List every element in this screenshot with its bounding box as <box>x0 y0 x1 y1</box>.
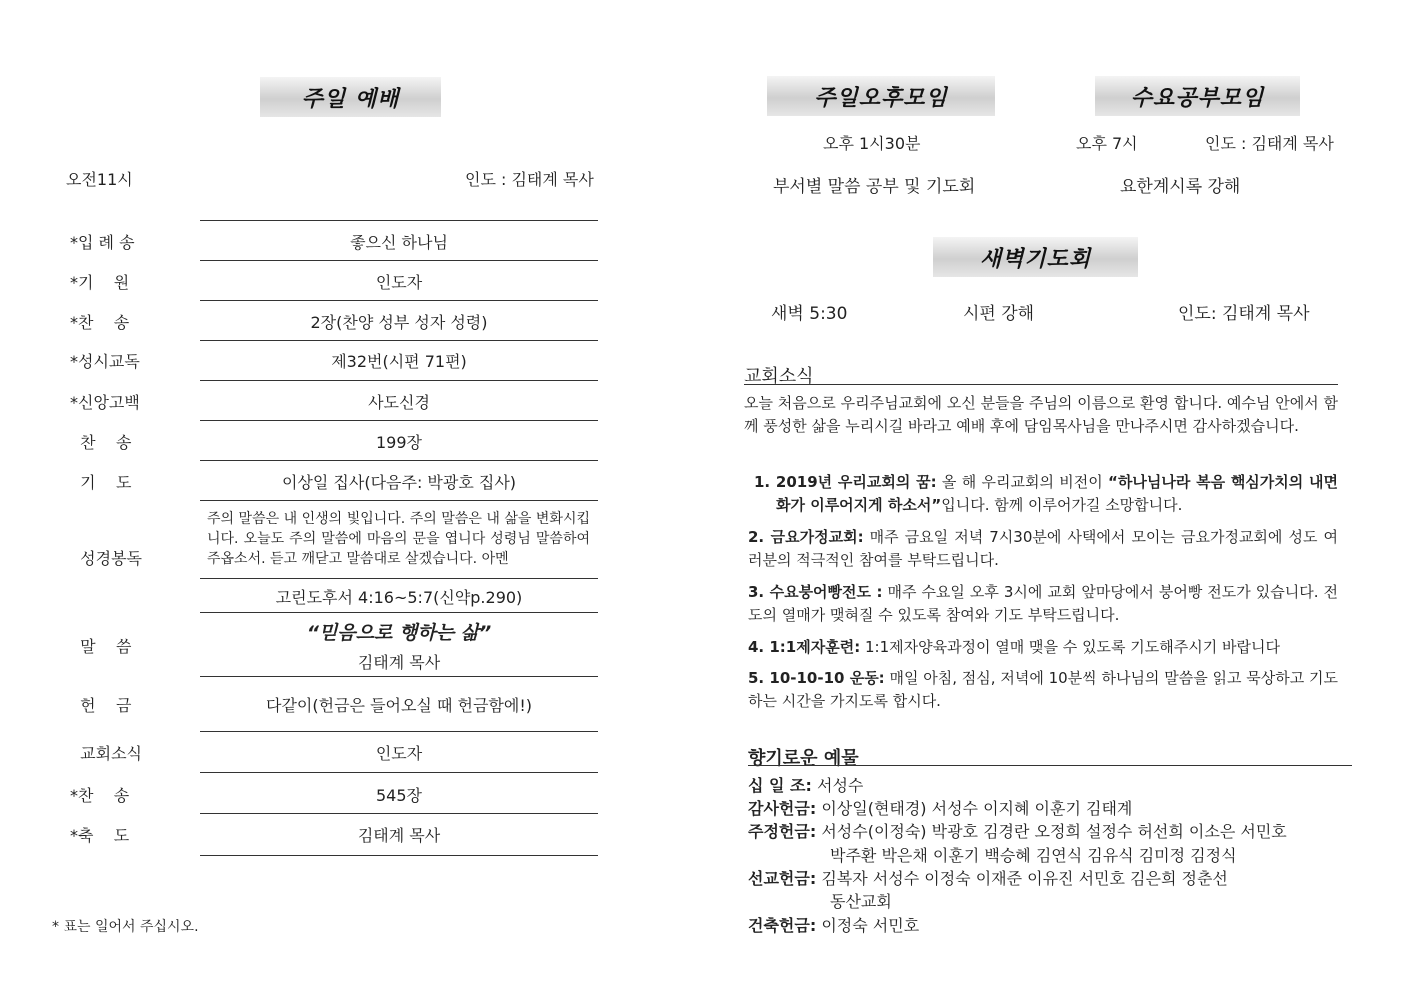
news-item <box>748 471 1338 517</box>
row-value: 545장 <box>376 786 422 805</box>
afternoon-time: 오후 1시30분 <box>823 134 921 153</box>
news-item-head: 1. 2019년 우리교회의 꿈: <box>754 473 937 491</box>
row-label: 말 씀 <box>70 637 132 656</box>
news-item <box>748 526 1338 572</box>
sermon-preacher: 김태계 목사 <box>357 653 441 672</box>
divider <box>200 260 598 261</box>
title-dawn-prayer: 새벽기도회 <box>933 237 1138 277</box>
row-value: 이상일 집사(다음주: 박광호 집사) <box>281 473 517 492</box>
divider <box>200 220 598 221</box>
row-label: *입 례 송 <box>70 233 135 252</box>
row-label: 기 도 <box>70 473 132 492</box>
row-label: *찬 송 <box>70 786 130 805</box>
dawn-leader: 인도: 김태계 목사 <box>1178 304 1310 324</box>
news-heading: 교회소식 <box>744 366 814 387</box>
news-item <box>748 581 1338 627</box>
offering-row <box>748 914 919 937</box>
divider <box>748 765 1352 766</box>
divider <box>200 813 598 814</box>
news-item-text: 매일 아침, 점심, 저녁에 10분씩 하나님의 말씀을 읽고 묵상하고 기도하는 시간을 가지도록 합시다. <box>748 669 1338 710</box>
news-item-text: 1:1제자양육과정이 열매 맺을 수 있도록 기도해주시기 바랍니다 <box>860 638 1280 656</box>
divider <box>200 731 598 732</box>
divider <box>200 500 598 501</box>
sermon-title: “믿음으로 행하는 삶” <box>306 622 492 644</box>
row-label: 헌 금 <box>70 696 132 715</box>
wednesday-desc: 요한계시록 강해 <box>1120 177 1241 197</box>
news-item-head: 4. 1:1제자훈련: <box>748 638 861 656</box>
news-item-vision: “하나님나라 복음 핵심가치의 내면화가 이루어지게 하소서” <box>776 473 1339 514</box>
divider <box>200 612 598 613</box>
divider <box>744 384 1338 385</box>
divider <box>200 772 598 773</box>
offering-row <box>748 797 1132 820</box>
service-leader: 인도 : 김태계 목사 <box>465 170 594 189</box>
row-value: 다같이(헌금은 들어오실 때 헌금함에!) <box>266 696 532 715</box>
news-item <box>748 667 1338 713</box>
offering-heading: 향기로운 예물 <box>748 748 859 769</box>
news-item-head: 5. 10-10-10 운동: <box>748 669 885 687</box>
wednesday-leader: 인도 : 김태계 목사 <box>1205 134 1334 153</box>
offering-row-cont: 동산교회 <box>830 892 892 911</box>
offering-names: 서성수(이정숙) 박광호 김경란 오정희 설정수 허선희 이소은 서민호 <box>821 822 1287 841</box>
divider <box>200 380 598 381</box>
title-sunday-service: 주일 예배 <box>260 77 441 117</box>
row-value: 제32번(시편 71편) <box>331 352 467 371</box>
title-sunday-afternoon: 주일오후모임 <box>767 76 995 116</box>
offering-row <box>748 867 1228 890</box>
news-intro: 오늘 처음으로 우리주님교회에 오신 분들을 주님의 이름으로 환영 합니다. 예수님 안에서 함께 풍성한 삶을 누리시길 바라고 예배 후에 담임목사님을 만나주시면 감사하겠습니다. <box>744 394 1338 435</box>
footnote: * 표는 일어서 주십시오. <box>52 919 199 935</box>
row-label: *축 도 <box>70 826 130 845</box>
divider <box>200 340 598 341</box>
divider <box>200 420 598 421</box>
offering-names: 서성수 <box>817 776 864 795</box>
divider <box>200 460 598 461</box>
news-item-text: 매주 수요일 오후 3시에 교회 앞마당에서 붕어빵 전도가 있습니다. 전도의 열매가 맺혀질 수 있도록 참여와 기도 부탁드립니다. <box>748 583 1338 624</box>
row-value: 인도자 <box>375 744 423 763</box>
service-time: 오전11시 <box>66 170 133 189</box>
offering-label: 십 일 조: <box>748 776 812 795</box>
afternoon-desc: 부서별 말씀 공부 및 기도회 <box>773 177 976 197</box>
row-label: 교회소식 <box>70 744 142 763</box>
row-value: 인도자 <box>375 273 423 292</box>
offering-row <box>748 820 1287 843</box>
row-label: *찬 송 <box>70 313 130 332</box>
row-label: 성경봉독 <box>70 549 142 568</box>
row-label: 찬 송 <box>70 433 132 452</box>
offering-names: 김복자 서성수 이정숙 이재준 이유진 서민호 김은희 정춘선 <box>821 869 1228 888</box>
divider <box>200 300 598 301</box>
divider <box>200 855 598 856</box>
offering-names: 이상일(현태경) 서성수 이지혜 이훈기 김태계 <box>821 799 1133 818</box>
divider <box>200 676 598 677</box>
row-value: 사도신경 <box>368 393 430 412</box>
offering-label: 주정헌금: <box>748 822 817 841</box>
row-value: 2장(찬양 성부 성자 성령) <box>310 313 488 332</box>
offering-label: 감사헌금: <box>748 799 817 818</box>
row-value: 199장 <box>376 433 422 452</box>
news-item-text: 올 해 우리교회의 비전이 <box>936 473 1109 491</box>
offering-row <box>748 774 863 797</box>
scripture-reference: 고린도후서 4:16~5:7(신약p.290) <box>275 588 523 607</box>
row-label: *신앙고백 <box>70 393 140 412</box>
row-label: *성시교독 <box>70 352 140 371</box>
dawn-time: 새벽 5:30 <box>771 304 848 324</box>
row-label: *기 원 <box>70 273 130 292</box>
wednesday-time: 오후 7시 <box>1076 134 1138 153</box>
news-item-head: 3. 수요붕어빵전도 : <box>748 583 883 601</box>
dawn-desc: 시편 강해 <box>963 304 1035 324</box>
news-item-text: 매주 금요일 저녁 7시30분에 사택에서 모이는 금요가정교회에 성도 여러분의 적극적인 참여를 부탁드립니다. <box>748 528 1338 569</box>
row-value: 김태계 목사 <box>357 826 441 845</box>
row-value: 좋으신 하나님 <box>350 233 448 252</box>
news-item <box>748 636 1338 659</box>
offering-names: 이정숙 서민호 <box>821 916 920 935</box>
title-wednesday-study: 수요공부모임 <box>1095 76 1300 116</box>
offering-label: 선교헌금: <box>748 869 817 888</box>
offering-row-cont: 박주환 박은채 이훈기 백승혜 김연식 김유식 김미정 김정식 <box>830 846 1237 865</box>
divider <box>200 578 598 579</box>
news-item-head: 2. 금요가정교회: <box>748 528 864 546</box>
offering-label: 건축헌금: <box>748 916 817 935</box>
scripture-prayer: 주의 말씀은 내 인생의 빛입니다. 주의 말씀은 내 삶을 변화시킵니다. 오늘도 주의 말씀에 마음의 문을 엽니다 성령님 말씀하여 주옵소서. 듣고 깨닫고 말씀대로 살겠습니다. 아멘 <box>207 511 590 567</box>
news-item-text: 입니다. 함께 이루어가길 소망합니다. <box>941 496 1183 514</box>
